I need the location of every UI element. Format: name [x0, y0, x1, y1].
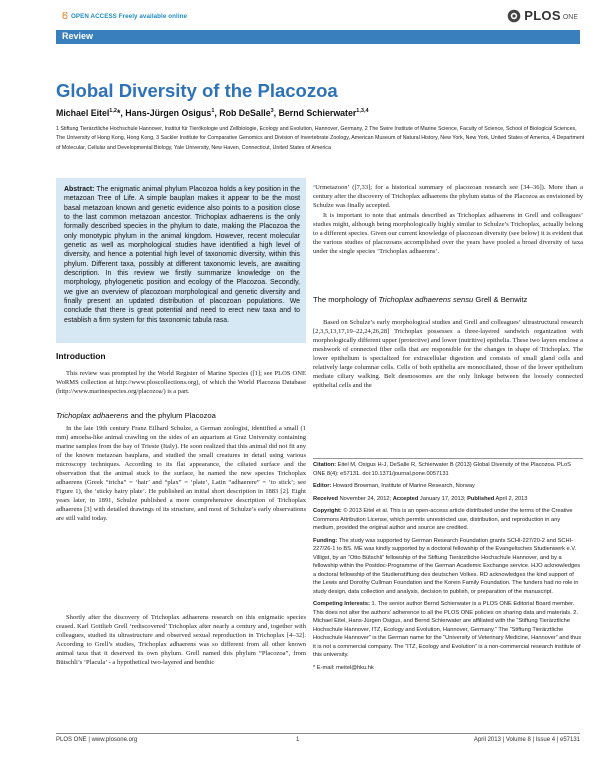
- editor-text: Howard Browman, Institute of Marine Research, Norway: [332, 483, 475, 489]
- page-number: 1: [296, 737, 300, 743]
- abstract-label: Abstract:: [64, 186, 95, 193]
- received-label: Received: [313, 495, 338, 502]
- email-line: * E-mail: meitel@hku.hk: [313, 664, 374, 671]
- morphology-heading-part: Grell & Benwitz: [473, 295, 528, 304]
- affiliations: 1 Stiftung Tierärztliche Hochschule Hannover, Institut für Tierökologie und Zellbiologie, Ecology and Evolution, Hannover, Germany, 2 The Swire Institute of Marine Science, Faculty of Science, School of Biological Sciences, The University of Hong Kong, Hong Kong, 3 Sackler Institute for Comparative Genomics and Division of Invertebrate Zoology, American Museum of Natural History, New York, New York, United States of America, 4 Department of Molecular, Cellular and Developmental Biology, Yale University, New Haven, Connecticut, United States of America: [56, 126, 585, 151]
- competing-line: [313, 600, 583, 660]
- footer-divider: [56, 733, 580, 734]
- author-name: Bernd Schierwater: [278, 108, 357, 118]
- author-name: Hans-Jürgen Osigus: [125, 108, 212, 118]
- intro-paragraph: In the late 19th century Franz Eilhard Schulze, a German zoologist, identified a small (1 mm) amoeba-like animal crawling on the sides of an aquarium at Graz University containing marine samples from the bay of Trieste (Italy). He soon realized that this animal did not fit any of the known metazoan bauplans, and studied the small creatures in detail using various microscopy techniques. According to its flat appearance, the ciliated surface and the observation that the animal stuck to the surface, he named the new species Trichoplax adhaerens (Greek “tricha” = ‘hair’ and “plax” = ‘plate’, Latin “adhaerere” = ‘to stick’; see Figure 1), the ‘sticky hairy plate’. He published an initial short description in 1883 [2]. Eight years later, in 1891, Schulze published a more comprehensive description of Trichoplax adhaerens [3] with detailed drawings of its structure, and most of Schulze’s early observations are still valid today.: [56, 425, 306, 523]
- editor-line: [313, 482, 583, 491]
- author-affil-marker: 1,3,4: [356, 108, 369, 115]
- body-paragraph: ‘Urmetazoon’ ([7,33]; for a historical summary of placozoan research see [34–36]). More than a century after the discovery of Trichoplax adhaerens the phylum status of the Placozoa as envisioned by Schulze was finally accepted.: [313, 184, 583, 210]
- editor-label: Editor:: [313, 483, 332, 489]
- author-name: Michael Eitel: [56, 108, 110, 118]
- funding-text: The study was supported by German Research Foundation grants SCHI-227/20-2 and SCHI-227/26-1 to BS. ME was kindly supported by a doctoral fellowship of the Evangelisches Studienwerk e.V. Villigst, by an “Otto Bütschli” fellowship of the Stiftung Tierärztliche Hochschule Hannover, and by a fellowship within the Postdoc-Programme of the German Academic Exchange service. HJO acknowledges a doctoral fellowship of the Studienstiftung des deutschen Volkes. RD acknowledges the kind support of the Lewis and Dorothy Cullman Foundation and the Korein Family Foundation. The funders had no role in study design, data collection and analysis, decision to publish, or preparation of the manuscript.: [313, 537, 581, 595]
- competing-text: 1. The senior author Bernd Schierwater is a PLOS ONE Editorial Board member. This does not alter the authors’ adherence to all the PLOS ONE policies on sharing data and materials. 2. Michael Eitel, Hans-Jürgen Osigus, and Bernd Schierwater are affiliated with the “Stiftung Tierärztliche Hochschule Hannover, ITZ, Ecology and Evolution, Hannover, Germany.” The “Stiftung Tierärztliche Hochschule Hannover” is the German name for the “University of Veterinary Medicine, Hannover” and thus it is not a commercial company. The “ITZ, Ecology and Evolution” is a non-commercial research institute of this university.: [313, 601, 582, 658]
- section-bar: [56, 30, 580, 44]
- dates-line: [313, 495, 583, 504]
- author-name: Rob DeSalle: [219, 108, 271, 118]
- footer-issue: April 2013 | Volume 8 | Issue 4 | e57131: [473, 737, 580, 743]
- abstract: [64, 185, 300, 325]
- citation-text: Eitel M, Osigus H-J, DeSalle R, Schierwater B (2013) Global Diversity of the Placozoa. PLoS ONE 8(4): e57131. doi:10.1371/journal.pone.0057131: [313, 462, 571, 477]
- author-affil-marker: 1: [211, 108, 215, 115]
- received-date: November 24, 2012;: [339, 495, 392, 502]
- article-title: Global Diversity of the Placozoa: [56, 80, 338, 101]
- plos-mark-icon: [507, 9, 521, 23]
- morphology-paragraph: Based on Schulze’s early morphological studies and Grell and colleagues’ ultrastructural research [2,3,5,13,17,19–22,24,26,28] Trichoplax possesses a three-layered sandwich organization with morphologically different upper (protective) and lower (nutritive) epithelia. These two layers enclose a meshwork of connected fiber cells that are responsible for the changes in shape of Trichoplax. The lower epithelium is specialized for extracellular digestion and consists of small gland cells and relatively large columnar cells. Cells of both epithelia are monociliated, those of the lower epithelium mediate ciliary walking. Belt desmosomes are the only linkage between the loosely connected epithelial cells and the: [313, 319, 583, 390]
- copyright-text: © 2013 Eitel et al. This is an open-access article distributed under the terms of the Creative Commons Attribution License, which permits unrestricted use, distribution, and reproduction in any medium, provided the original author and source are credited.: [313, 508, 573, 531]
- subsection-heading-italic: Trichoplax adhaerens: [56, 411, 129, 420]
- open-access-text: OPEN ACCESS Freely available online: [71, 13, 188, 20]
- morphology-heading: [313, 295, 583, 305]
- introduction-heading: Introduction: [56, 351, 106, 361]
- morphology-heading-part: The morphology of: [313, 295, 379, 304]
- funding-label: Funding:: [313, 537, 338, 544]
- citation-block: [313, 461, 583, 672]
- citation-divider: [313, 458, 583, 459]
- author-list: Michael Eitel$^{1,2}$*, Hans-Jürgen Osigus$^1$, Rob DeSalle$^3$, Bernd Schierwater$^{1,3,4}$: [56, 108, 369, 118]
- citation-label: Citation:: [313, 462, 337, 468]
- open-access-logo: [62, 12, 187, 20]
- footer-journal: PLOS ONE | www.plosone.org: [56, 737, 138, 743]
- journal-logo: [507, 8, 578, 23]
- morphology-heading-italic: Trichoplax adhaerens sensu: [378, 295, 474, 304]
- competing-label: Competing Interests:: [313, 601, 370, 607]
- published-date: April 2, 2013: [495, 495, 528, 502]
- published-label: Published: [467, 495, 495, 502]
- author-affil-marker: 1,2: [109, 108, 117, 115]
- abstract-text: The enigmatic animal phylum Placozoa holds a key position in the metazoan Tree of Life. A simple bauplan makes it appear to be the most basal metazoan known and genetic evidence also points to a position close to the last common metazoan ancestor. Trichoplax adhaerens is the only formally described species in the phylum to date, making the Placozoa the only monotypic phylum in the animal kingdom. However, recent molecular genetic as well as morphological studies have identified a high level of diversity, and hence a potential high level of taxonomic diversity, within this phylum. Different taxa, possibly at different taxonomic levels, are awaiting description. In this review we firstly summarize knowledge on the morphology, phylogenetic position and ecology of the Placozoa. Secondly, we give an overview of placozoan morphological and genetic diversity and finally present an updated distribution of placozoan populations. We conclude that there is great potential and need to erect new taxa and to establish a firm system for this taxonomic tabula rasa.: [64, 186, 300, 324]
- copyright-line: [313, 507, 583, 533]
- right-column-top: [313, 183, 583, 256]
- journal-sub: ONE: [562, 14, 578, 21]
- accepted-date: January 17, 2013;: [419, 495, 466, 502]
- open-access-lock-icon: [62, 12, 68, 19]
- author-affil-marker: 3: [270, 108, 274, 115]
- section-label: Review: [62, 31, 94, 41]
- subsection-heading: [56, 411, 306, 420]
- intro-paragraph: This review was prompted by the World Register of Marine Species ([1]; see PLOS ONE WoRMS collection at http://www.ploscollections.org), of which the World Placozoa Database (http://www.marinespecies.org/placozoa/) is a part.: [56, 370, 306, 396]
- subsection-heading-rest: and the phylum Placozoa: [128, 411, 216, 420]
- copyright-label: Copyright:: [313, 508, 342, 514]
- accepted-label: Accepted: [392, 495, 419, 502]
- body-paragraph: It is important to note that animals described as Trichoplax adhaerens in Grell and colleagues’ studies might, although being morphologically highly similar to Schulze’s Trichoplax, actually belong to a different species. Given our current knowledge of placozoan diversity (see below) it is evident that the various studies of placozoans accomplished over the years have pooled a broad diversity of taxa under the single species ‘Trichoplax adhaerens’.: [313, 212, 583, 256]
- journal-name: PLOS: [524, 8, 561, 23]
- funding-line: [313, 537, 583, 597]
- intro-paragraph: Shortly after the discovery of Trichoplax adhaerens research on this enigmatic species ceased. Karl Gottlieb Grell ‘rediscovered’ Trichoplax after nearly a century and, together with colleagues, studied its ultrastructure and observed sexual reproduction in Trichoplax [4–32]. According to Grell’s studies, Trichoplax adhaerens was so different from all other known animal taxa that it deserved its own phylum. Grell named this phylum “Placozoa”, from Bütschli’s ‘Placula’ - a hypothetical two-layered and benthic: [56, 614, 306, 667]
- citation-line: [313, 461, 583, 478]
